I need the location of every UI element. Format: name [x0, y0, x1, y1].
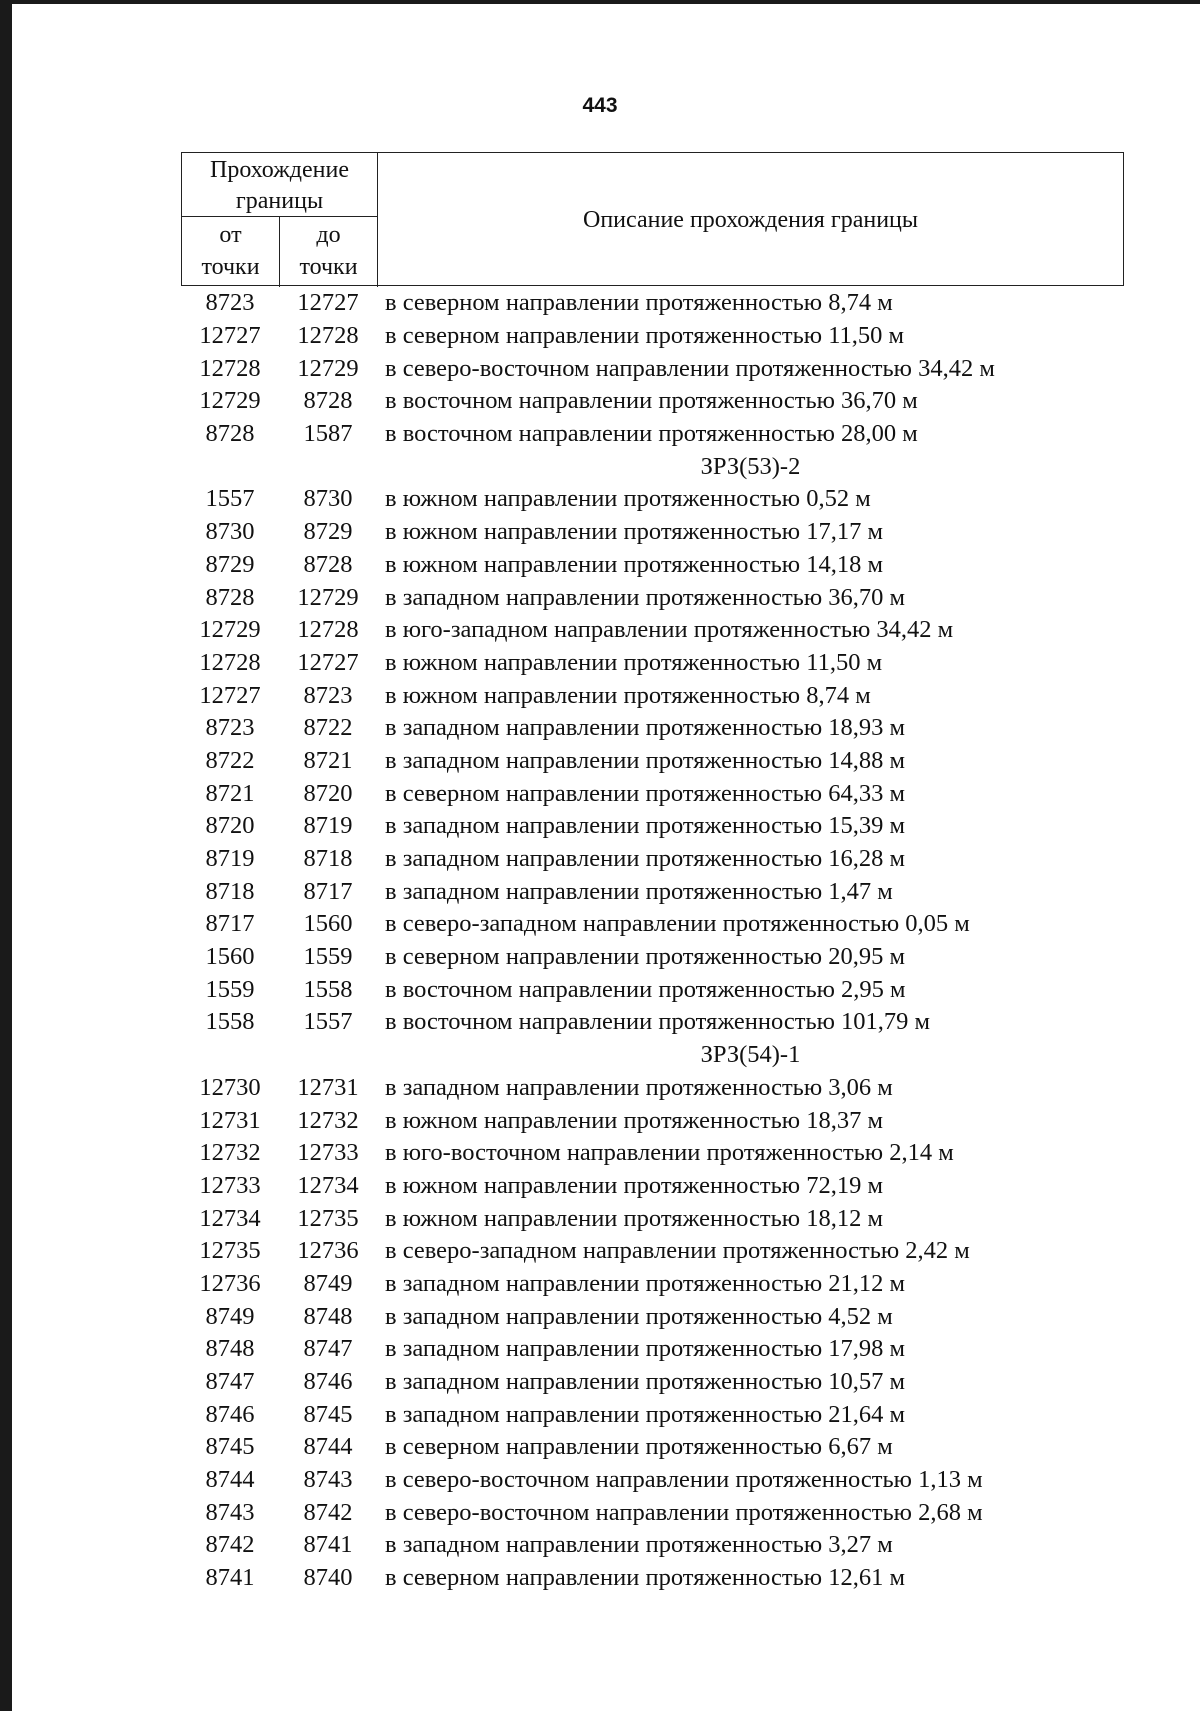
description-cell: в западном направлении протяженностью 36,70 м: [385, 583, 906, 611]
to-point-cell: 8718: [303, 845, 353, 873]
table-row: [181, 1006, 1124, 1039]
to-point-cell: 12729: [297, 583, 359, 611]
table-row: [181, 1300, 1124, 1333]
from-point-cell: 12732: [199, 1139, 261, 1167]
table-row: [181, 1529, 1124, 1562]
from-point-cell: 8718: [205, 877, 255, 905]
table-row: [181, 581, 1124, 614]
table-row: [181, 1398, 1124, 1431]
to-point-cell: 12734: [297, 1171, 359, 1199]
from-point-cell: 8730: [205, 518, 255, 546]
from-point-cell: 12727: [199, 322, 261, 350]
table-row: [181, 1366, 1124, 1399]
from-point-cell: 8722: [205, 746, 255, 774]
table-row: [181, 287, 1124, 320]
from-point-cell: 12734: [199, 1204, 261, 1232]
header-description: Описание прохождения границы: [582, 206, 918, 233]
description-cell: в северо-восточном направлении протяженностью 2,68 м: [385, 1498, 983, 1526]
section-label: ЗРЗ(54)-1: [700, 1041, 801, 1069]
to-point-cell: 8721: [303, 746, 353, 774]
from-point-cell: 8723: [205, 289, 255, 317]
table-row: [181, 516, 1124, 549]
scan-edge-top: [0, 0, 1200, 4]
table-row: [181, 1104, 1124, 1137]
header-to-line1: до: [316, 222, 341, 248]
to-point-cell: 8728: [303, 550, 353, 578]
description-cell: в северном направлении протяженностью 8,74 м: [385, 289, 893, 317]
to-point-cell: 1560: [303, 910, 353, 938]
description-cell: в южном направлении протяженностью 72,19 м: [385, 1171, 883, 1199]
description-cell: в южном направлении протяженностью 17,17 м: [385, 518, 883, 546]
table-row: [181, 418, 1124, 451]
description-cell: в западном направлении протяженностью 10,57 м: [385, 1368, 906, 1396]
description-cell: в западном направлении протяженностью 3,27 м: [385, 1531, 893, 1559]
table-row: [181, 810, 1124, 843]
description-cell: в южном направлении протяженностью 18,12 м: [385, 1204, 883, 1232]
from-point-cell: 8749: [205, 1302, 255, 1330]
header-to-point: [280, 217, 378, 287]
table-row: [181, 1496, 1124, 1529]
from-point-cell: 8728: [205, 420, 255, 448]
to-point-cell: 8747: [303, 1335, 353, 1363]
table-row: [181, 908, 1124, 941]
from-point-cell: 8746: [205, 1400, 255, 1428]
table-row: [181, 1268, 1124, 1301]
to-point-cell: 8748: [303, 1302, 353, 1330]
description-cell: в западном направлении протяженностью 16,28 м: [385, 845, 906, 873]
to-point-cell: 12732: [297, 1106, 359, 1134]
table-row: [181, 320, 1124, 353]
to-point-cell: 12731: [297, 1073, 359, 1101]
description-cell: в южном направлении протяженностью 18,37 м: [385, 1106, 883, 1134]
to-point-cell: 8744: [303, 1433, 353, 1461]
from-point-cell: 8723: [205, 714, 255, 742]
table-row: [181, 1562, 1124, 1595]
from-point-cell: 12728: [199, 648, 261, 676]
to-point-cell: 8723: [303, 681, 353, 709]
description-cell: в северном направлении протяженностью 20,95 м: [385, 943, 905, 971]
to-point-cell: 1559: [303, 943, 353, 971]
to-point-cell: 1587: [303, 420, 353, 448]
page-number: 443: [582, 94, 618, 117]
from-point-cell: 1560: [205, 943, 255, 971]
table-row: [181, 1202, 1124, 1235]
to-point-cell: 8728: [303, 387, 353, 415]
to-point-cell: 8729: [303, 518, 353, 546]
header-boundary-passage: [182, 153, 378, 217]
from-point-cell: 8745: [205, 1433, 255, 1461]
table-row: [181, 549, 1124, 582]
from-point-cell: 8728: [205, 583, 255, 611]
to-point-cell: 8745: [303, 1400, 353, 1428]
to-point-cell: 8743: [303, 1466, 353, 1494]
to-point-cell: 12733: [297, 1139, 359, 1167]
table-row: [181, 1431, 1124, 1464]
table-row: [181, 385, 1124, 418]
from-point-cell: 12729: [199, 387, 261, 415]
table-row: [181, 875, 1124, 908]
description-cell: в восточном направлении протяженностью 101,79 м: [385, 1008, 931, 1036]
table-header: [181, 152, 1124, 286]
description-cell: в западном направлении протяженностью 3,06 м: [385, 1073, 893, 1101]
to-point-cell: 8746: [303, 1368, 353, 1396]
description-cell: в западном направлении протяженностью 17,98 м: [385, 1335, 906, 1363]
from-point-cell: 8721: [205, 779, 255, 807]
from-point-cell: 12736: [199, 1269, 261, 1297]
from-point-cell: 8748: [205, 1335, 255, 1363]
table-row: [181, 941, 1124, 974]
to-point-cell: 8719: [303, 812, 353, 840]
table-row: [181, 712, 1124, 745]
table-row: [181, 1170, 1124, 1203]
to-point-cell: 8730: [303, 485, 353, 513]
section-heading: [181, 450, 1124, 483]
header-boundary-passage-line2: границы: [235, 188, 324, 214]
description-cell: в восточном направлении протяженностью 36,70 м: [385, 387, 918, 415]
to-point-cell: 8740: [303, 1564, 353, 1592]
description-cell: в северном направлении протяженностью 11,50 м: [385, 322, 905, 350]
from-point-cell: 8741: [205, 1564, 255, 1592]
header-to-line2: точки: [299, 254, 358, 280]
from-point-cell: 8729: [205, 550, 255, 578]
header-boundary-passage-line1: Прохождение: [209, 157, 349, 183]
header-from-line1: от: [219, 222, 242, 248]
table-row: [181, 1235, 1124, 1268]
from-point-cell: 8744: [205, 1466, 255, 1494]
description-cell: в северо-западном направлении протяженностью 2,42 м: [385, 1237, 970, 1265]
from-point-cell: 8717: [205, 910, 255, 938]
from-point-cell: 8720: [205, 812, 255, 840]
description-cell: в северном направлении протяженностью 6,67 м: [385, 1433, 893, 1461]
from-point-cell: 12735: [199, 1237, 261, 1265]
description-cell: в северо-восточном направлении протяженностью 34,42 м: [385, 354, 995, 382]
table-row: [181, 1137, 1124, 1170]
from-point-cell: 12727: [199, 681, 261, 709]
to-point-cell: 12736: [297, 1237, 359, 1265]
table-row: [181, 483, 1124, 516]
from-point-cell: 8719: [205, 845, 255, 873]
table-row: [181, 647, 1124, 680]
from-point-cell: 12731: [199, 1106, 261, 1134]
from-point-cell: 12728: [199, 354, 261, 382]
description-cell: в западном направлении протяженностью 14,88 м: [385, 746, 906, 774]
description-cell: в западном направлении протяженностью 18,93 м: [385, 714, 906, 742]
to-point-cell: 1557: [303, 1008, 353, 1036]
description-cell: в южном направлении протяженностью 0,52 м: [385, 485, 871, 513]
to-point-cell: 12728: [297, 616, 359, 644]
table-body: [181, 287, 1124, 1595]
to-point-cell: 8722: [303, 714, 353, 742]
from-point-cell: 1558: [205, 1008, 255, 1036]
to-point-cell: 12729: [297, 354, 359, 382]
to-point-cell: 8720: [303, 779, 353, 807]
description-cell: в восточном направлении протяженностью 28,00 м: [385, 420, 918, 448]
table-row: [181, 843, 1124, 876]
from-point-cell: 1557: [205, 485, 255, 513]
from-point-cell: 8742: [205, 1531, 255, 1559]
table-row: [181, 1333, 1124, 1366]
description-cell: в южном направлении протяженностью 14,18 м: [385, 550, 883, 578]
description-cell: в восточном направлении протяженностью 2,95 м: [385, 975, 906, 1003]
to-point-cell: 8717: [303, 877, 353, 905]
to-point-cell: 12727: [297, 289, 359, 317]
description-cell: в южном направлении протяженностью 11,50 м: [385, 648, 883, 676]
scan-edge-left: [0, 0, 12, 1711]
to-point-cell: 12727: [297, 648, 359, 676]
description-cell: в северном направлении протяженностью 64,33 м: [385, 779, 905, 807]
to-point-cell: 1558: [303, 975, 353, 1003]
description-cell: в западном направлении протяженностью 4,52 м: [385, 1302, 893, 1330]
table-row: [181, 1464, 1124, 1497]
description-cell: в южном направлении протяженностью 8,74 м: [385, 681, 871, 709]
table-row: [181, 973, 1124, 1006]
description-cell: в западном направлении протяженностью 15,39 м: [385, 812, 906, 840]
description-cell: в юго-восточном направлении протяженностью 2,14 м: [385, 1139, 954, 1167]
from-point-cell: 12730: [199, 1073, 261, 1101]
from-point-cell: 1559: [205, 975, 255, 1003]
from-point-cell: 8743: [205, 1498, 255, 1526]
description-cell: в северо-западном направлении протяженностью 0,05 м: [385, 910, 970, 938]
table-row: [181, 352, 1124, 385]
description-cell: в западном направлении протяженностью 21,12 м: [385, 1269, 906, 1297]
to-point-cell: 12735: [297, 1204, 359, 1232]
from-point-cell: 8747: [205, 1368, 255, 1396]
from-point-cell: 12729: [199, 616, 261, 644]
description-cell: в западном направлении протяженностью 21,64 м: [385, 1400, 906, 1428]
table-row: [181, 614, 1124, 647]
to-point-cell: 12728: [297, 322, 359, 350]
section-heading: [181, 1039, 1124, 1072]
to-point-cell: 8741: [303, 1531, 353, 1559]
description-cell: в западном направлении протяженностью 1,47 м: [385, 877, 893, 905]
from-point-cell: 12733: [199, 1171, 261, 1199]
section-label: ЗРЗ(53)-2: [700, 452, 801, 480]
description-cell: в юго-западном направлении протяженностью 34,42 м: [385, 616, 954, 644]
table-row: [181, 679, 1124, 712]
to-point-cell: 8749: [303, 1269, 353, 1297]
header-from-line2: точки: [201, 254, 260, 280]
table-row: [181, 745, 1124, 778]
to-point-cell: 8742: [303, 1498, 353, 1526]
description-cell: в северном направлении протяженностью 12,61 м: [385, 1564, 905, 1592]
table-row: [181, 777, 1124, 810]
table-row: [181, 1072, 1124, 1105]
description-cell: в северо-восточном направлении протяженностью 1,13 м: [385, 1466, 983, 1494]
header-from-point: [182, 217, 280, 287]
